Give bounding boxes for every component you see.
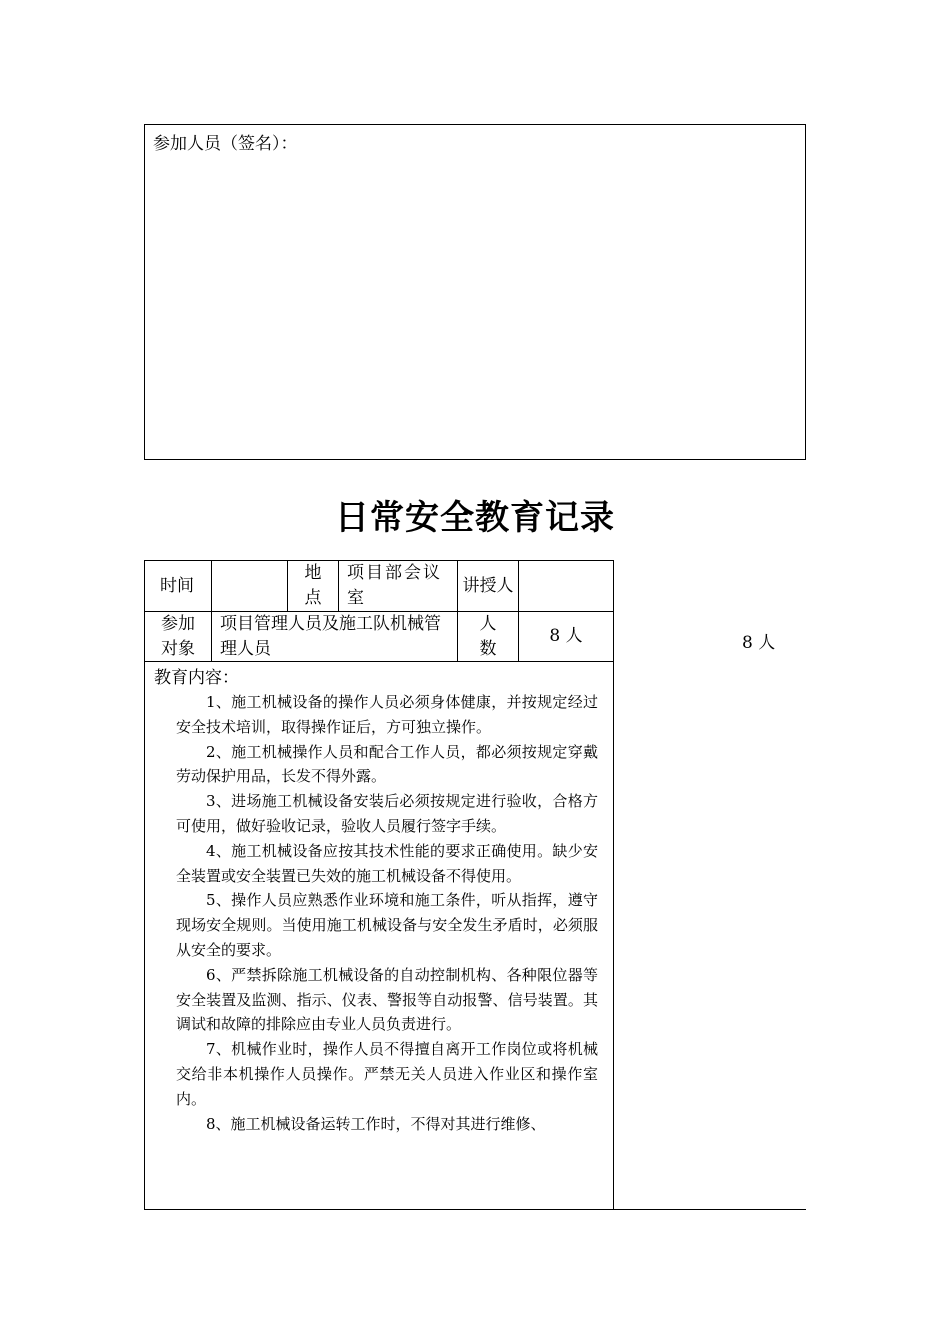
content-item: 2、施工机械操作人员和配合工作人员，都必须按规定穿戴劳动保护用品，长发不得外露。 <box>176 742 598 786</box>
content-body <box>176 690 598 1208</box>
place-value: 项目部会议室 <box>347 563 442 608</box>
content-label: 教育内容： <box>154 668 239 688</box>
content-item: 3、进场施工机械设备安装后必须按规定进行验收，合格方可使用，做好验收记录，验收人员履行签字手续。 <box>176 792 598 835</box>
table-border-right <box>613 560 614 1210</box>
place-label: 地点 <box>304 563 322 608</box>
participants-label: 参加对象 <box>161 613 195 659</box>
count-label: 人数 <box>479 613 497 659</box>
count-value: 8 人 <box>549 626 583 646</box>
table-border-left <box>144 560 145 1210</box>
content-item: 7、机械作业时，操作人员不得擅自离开工作岗位或将机械交给非本机操作人员操作。严禁无关人员进入作业区和操作室内。 <box>176 1040 598 1108</box>
content-item: 6、严禁拆除施工机械设备的自动控制机构、各种限位器等安全装置及监测、指示、仪表、警报等自动报警、信号装置。其调试和故障的排除应由专业人员负责进行。 <box>176 965 598 1034</box>
content-item: 4、施工机械设备应按其技术性能的要求正确使用。缺少安全装置或安全装置已失效的施工机械设备不得使用。 <box>176 841 598 885</box>
lecturer-label: 讲授人 <box>462 575 514 596</box>
table-border-bottom <box>144 1209 806 1210</box>
lecturer-value <box>519 561 613 611</box>
time-label: 时间 <box>160 575 194 596</box>
content-item: 8、施工机械设备运转工作时，不得对其进行维修、 <box>206 1114 546 1133</box>
table-col-divider-4 <box>457 560 458 661</box>
table-col-divider-2 <box>287 560 288 611</box>
signature-box <box>144 124 806 460</box>
signature-label: 参加人员（签名）： <box>153 134 298 154</box>
time-value <box>212 561 287 611</box>
page-title: 日常安全教育记录 <box>335 498 615 538</box>
content-item: 5、操作人员应熟悉作业环境和施工条件，听从指挥，遵守现场安全规则。当使用施工机械设备与安全发生矛盾时，必须服从安全的要求。 <box>176 891 598 959</box>
content-item: 1、施工机械设备的操作人员必须身体健康，并按规定经过安全技术培训，取得操作证后，方可独立操作。 <box>176 693 598 736</box>
participants-value: 项目管理人员及施工队机械管理人员 <box>220 613 441 659</box>
side-count: 8 人 <box>742 633 776 653</box>
